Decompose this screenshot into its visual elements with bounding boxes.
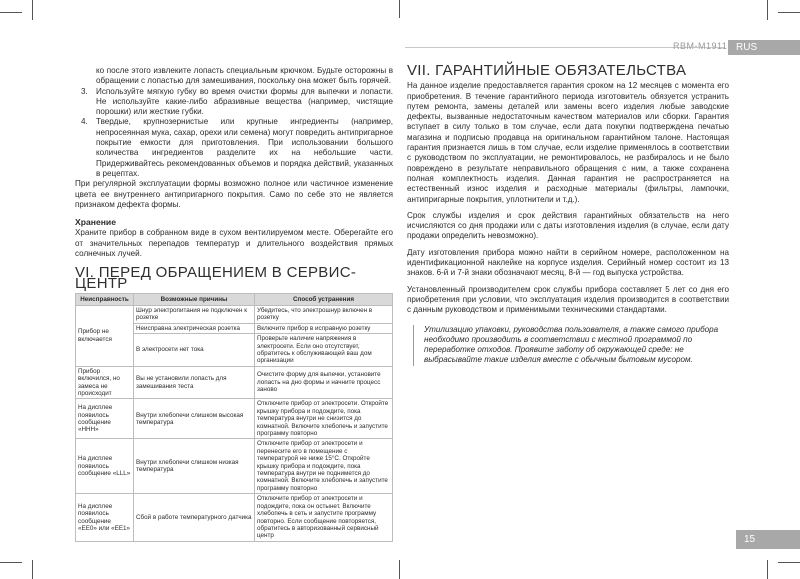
- fix-cell: Отключите прибор от электросети и подождите, пока он остынет. Включите хлебопечь в сеть и запустите программу повторно. Если сообщение повторяется, обратитесь в авторизованный сервисный центр: [255, 494, 393, 541]
- step-number: 3.: [81, 86, 88, 96]
- storage-heading: Хранение: [75, 217, 116, 228]
- model-label: RBM-M1911: [673, 41, 728, 51]
- storage-paragraph: Храните прибор в собранном виде в сухом вентилируемом месте. Оберегайте его от значительных перепадов температур и длительного воздействия прямых солнечных лучей.: [75, 228, 393, 259]
- cause-cell: Внутри хлебопечи слишком низкая температура: [134, 439, 255, 494]
- column-header: Способ устранения: [255, 293, 393, 305]
- fix-cell: Отключите прибор от электросети. Откройте крышку прибора и подождите, пока температура внутри не снизится до комнатной. Включите хлебопечь и запустите программу повторно: [255, 399, 393, 439]
- language-tab: RUS: [728, 40, 800, 55]
- step-text: Твердые, крупнозернистые или крупные ингредиенты (например, непросеянная мука, сахар, орехи или семена) могут повредить антипригарное покрытие емкости для приготовления. При использовании большого количества ингредиентов разделите их на небольшие части. Придерживайтесь рекомендованных объемов и порядка действий, указанных в рецептах.: [96, 117, 393, 178]
- fault-cell: На дисплее появилось сообщение «EE0» или «EE1»: [76, 494, 134, 541]
- right-column: [407, 62, 729, 366]
- crop-mark: [32, 560, 33, 579]
- section-title-service: VI. ПЕРЕД ОБРАЩЕНИЕМ В СЕРВИС-ЦЕНТР: [75, 264, 357, 292]
- fault-cell: Прибор включился, но замеса не происходит: [76, 366, 134, 399]
- lifetime-paragraph: Установленный производителем срок службы прибора составляет 5 лет со дня его приобретения при условии, что эксплуатация изделия производится в соответствии с данным руководством и применимыми техническими стандартами.: [407, 284, 729, 315]
- fault-cell: На дисплее появилось сообщение «HHH»: [76, 399, 134, 439]
- cause-cell: Внутри хлебопечи слишком высокая температура: [134, 399, 255, 439]
- column-header: Возможные причины: [134, 293, 255, 305]
- crop-mark: [778, 12, 800, 13]
- troubleshooting-table: [75, 293, 393, 542]
- cause-cell: Сбой в работе температурного датчика: [134, 494, 255, 541]
- crop-mark: [0, 12, 22, 13]
- fault-cell: На дисплее появилось сообщение «LLL»: [76, 439, 134, 494]
- cause-cell: Шнур электропитания не подключен к розетке: [134, 305, 255, 323]
- manufacture-date-paragraph: Дату изготовления прибора можно найти в серийном номере, расположенном на идентификационной наклейке на корпусе изделия. Серийный номер состоит из 13 знаков. 6-й и 7-й знаки обозначают месяц, 8-й — год выпуска устройства.: [407, 247, 729, 278]
- list-item: [75, 117, 393, 179]
- cause-cell: Вы не установили лопасть для замешивания теста: [134, 366, 255, 399]
- fix-cell: Убедитесь, что электрошнур включен в розетку: [255, 305, 393, 323]
- table-row: [76, 399, 393, 439]
- fix-cell: Проверьте наличие напряжения в электросети. Если оно отсутствует, обратитесь к обслуживающей ваш дом организации: [255, 334, 393, 367]
- crop-mark: [0, 562, 22, 563]
- fix-cell: Очистите форму для выпечки, установите лопасть на дно формы и начните процесс заново: [255, 366, 393, 399]
- crop-mark: [399, 0, 400, 18]
- table-row: [76, 305, 393, 323]
- continuation-paragraph: ко после этого извлеките лопасть специальным крючком. Будьте осторожны в обращении с лопастью для замешивания, поскольку она может быть горячей.: [96, 66, 393, 86]
- table-row: [76, 439, 393, 494]
- crop-mark: [767, 560, 768, 579]
- table-row: [76, 494, 393, 541]
- crop-mark: [399, 560, 400, 579]
- form-coating-paragraph: При регулярной эксплуатации формы возможно полное или частичное изменение цвета ее внутреннего антипригарного покрытия. Само по себе это не является признаком дефекта формы.: [75, 179, 393, 209]
- crop-mark: [767, 0, 768, 20]
- crop-mark: [32, 0, 33, 20]
- step-number: 4.: [81, 117, 88, 127]
- table-header-row: [76, 293, 393, 305]
- section-title-warranty: VII. ГАРАНТИЙНЫЕ ОБЯЗАТЕЛЬСТВА: [407, 62, 687, 79]
- table-row: [76, 366, 393, 399]
- column-header: Неисправность: [76, 293, 134, 305]
- list-item: [75, 87, 393, 118]
- fix-cell: Включите прибор в исправную розетку: [255, 323, 393, 333]
- recycling-note: Утилизацию упаковки, руководства пользователя, а также самого прибора необходимо производить в соответствии с местной программой по переработке отходов. Проявите заботу об окружающей среде: не выбрасывайте такие изделия вместе с обычным бытовым мусором.: [413, 325, 729, 366]
- service-life-paragraph: Срок службы изделия и срок действия гарантийных обязательств на него исчисляются со дня продажи или с даты изготовления изделия (в случае, если дату продажи определить невозможно).: [407, 210, 729, 241]
- fix-cell: Отключите прибор от электросети и перенесите его в помещение с температурой не ниже 15°С. Откройте крышку прибора и подождите, пока температура внутри не поднимется до комнатной. Включите хлебопечь и запустите программу повторно: [255, 439, 393, 494]
- cleaning-steps: [75, 87, 393, 180]
- crop-mark: [778, 562, 800, 563]
- cause-cell: В электросети нет тока: [134, 334, 255, 367]
- step-text: Используйте мягкую губку во время очистки формы для выпечки и лопасти. Не используйте какие-либо абразивные вещества (например, чистящие порошки) или жесткие губки.: [96, 86, 393, 117]
- warranty-paragraph: На данное изделие предоставляется гарантия сроком на 12 месяцев с момента его приобретения. В течение гарантийного периода изготовитель обязуется устранить путем ремонта, замены деталей или замены всего изделия любые заводские дефекты, вызванные недостаточным качеством материалов или сборки. Гарантия вступает в силу только в том случае, если дата покупки подтверждена печатью магазина и подписью продавца на оригинальном гарантийном талоне. Настоящая гарантия признается лишь в том случае, если изделие применялось в соответствии с руководством по эксплуатации, не ремонтировалось, не разбиралось и не было повреждено в результате неправильного обращения с ним, а также сохранена полная комплектность изделия. Данная гарантия не распространяется на естественный износ изделия и расходные материалы (фильтры, лампочки, антипригарные покрытия, уплотнители и т.д.).: [407, 81, 729, 204]
- cause-cell: Неисправна электрическая розетка: [134, 323, 255, 333]
- fault-cell: Прибор не включается: [76, 305, 134, 366]
- left-column: [75, 66, 393, 542]
- page-number: 15: [744, 534, 756, 545]
